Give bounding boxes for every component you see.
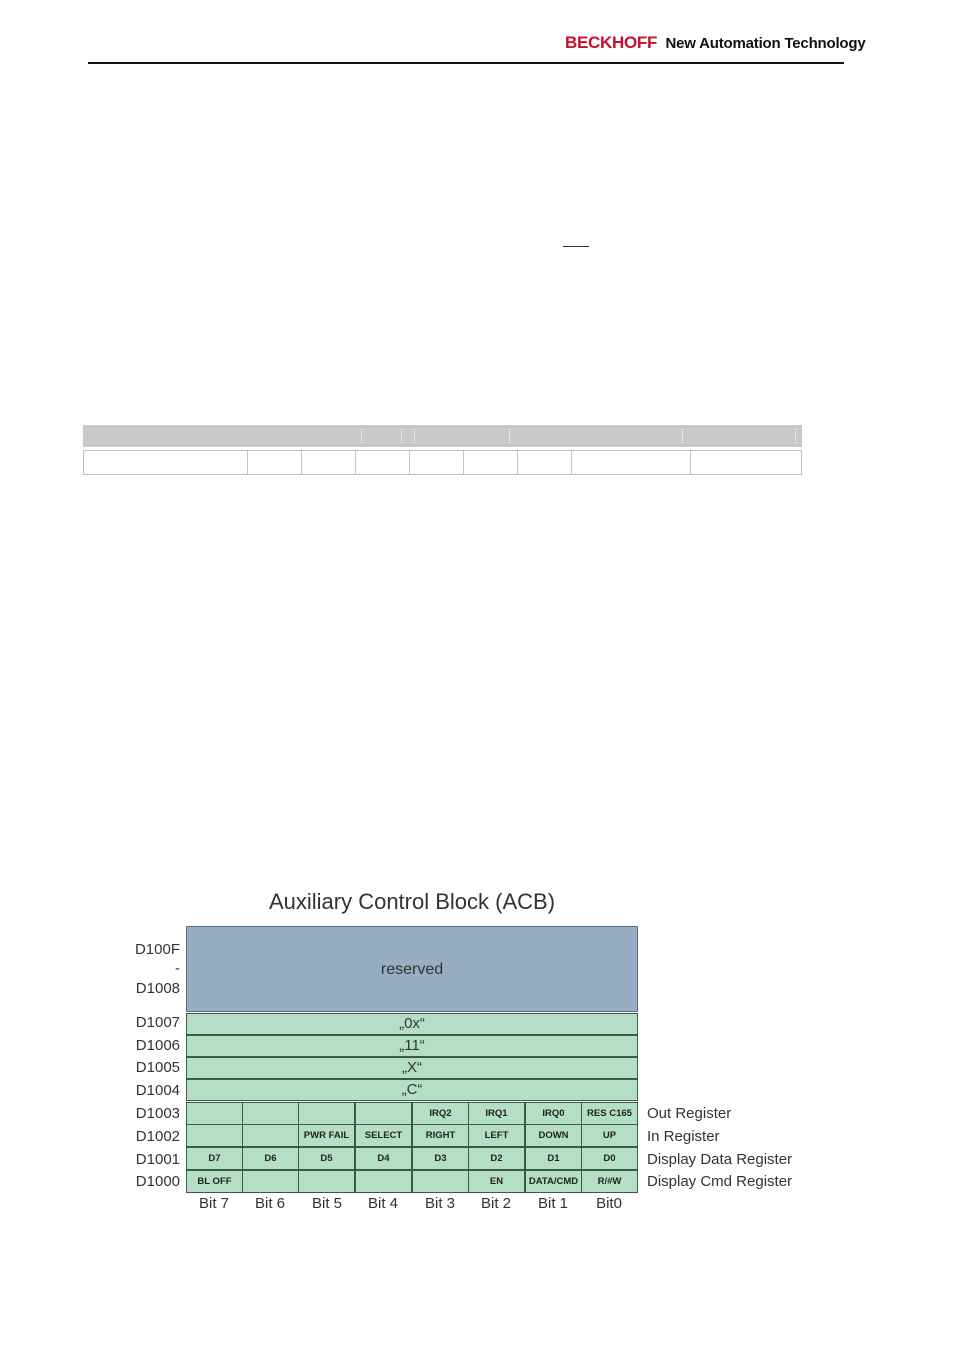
register-name: Out Register <box>647 1105 732 1122</box>
bit-label: Bit 2 <box>480 1195 511 1212</box>
bit-cell <box>412 1170 469 1193</box>
bit-label: Bit 7 <box>198 1195 229 1212</box>
bit-label: Bit 5 <box>311 1195 342 1212</box>
bit-cell <box>355 1102 412 1125</box>
bit-label: Bit 6 <box>254 1195 285 1212</box>
char-row: „X“ <box>186 1057 638 1079</box>
bit-cell: RES C165 <box>581 1102 638 1125</box>
bit-grid <box>186 1102 638 1192</box>
address-label: D1005 <box>135 1059 180 1076</box>
reserved-block <box>186 926 638 1012</box>
bit-cell: IRQ0 <box>525 1102 582 1125</box>
acb-title: Auxiliary Control Block (ACB) <box>268 889 556 914</box>
cell-separator <box>571 451 572 474</box>
register-table <box>83 425 802 475</box>
bit-cell: D3 <box>412 1147 469 1170</box>
bit-cell: D4 <box>355 1147 412 1170</box>
bit-cell: D0 <box>581 1147 638 1170</box>
cell-separator <box>355 451 356 474</box>
bit-cell <box>242 1102 299 1125</box>
bit-cell: PWR FAIL <box>298 1124 355 1147</box>
bit-cell: BL OFF <box>186 1170 243 1193</box>
header-divider <box>88 62 844 64</box>
address-label: D1008 <box>135 980 180 997</box>
address-label: D1004 <box>135 1082 180 1099</box>
address-label: - <box>175 960 180 977</box>
char-row: „0x“ <box>186 1013 638 1035</box>
address-label: D1001 <box>135 1151 180 1168</box>
bit-cell <box>242 1124 299 1147</box>
bit-cell: IRQ1 <box>468 1102 525 1125</box>
header-separator <box>509 429 510 443</box>
bit-cell: DATA/CMD <box>525 1170 582 1193</box>
bit-cell: D7 <box>186 1147 243 1170</box>
address-label: D1003 <box>135 1105 180 1122</box>
bit-cell <box>298 1170 355 1193</box>
bit-label: Bit 4 <box>367 1195 398 1212</box>
bit-cell <box>298 1102 355 1125</box>
address-label: D100F <box>134 941 180 958</box>
cell-separator <box>301 451 302 474</box>
char-row: „C“ <box>186 1079 638 1101</box>
bit-cell: D1 <box>525 1147 582 1170</box>
cell-separator <box>690 451 691 474</box>
brand-tagline: New Automation Technology <box>665 35 866 52</box>
bit-cell: IRQ2 <box>412 1102 469 1125</box>
header-separator <box>682 429 683 443</box>
bit-cell: DOWN <box>525 1124 582 1147</box>
bit-cell: D5 <box>298 1147 355 1170</box>
bit-label: Bit0 <box>596 1195 622 1212</box>
address-label: D1007 <box>135 1014 180 1031</box>
bit-cell: RIGHT <box>412 1124 469 1147</box>
bit-cell: D2 <box>468 1147 525 1170</box>
header-separator <box>361 429 362 443</box>
address-label: D1000 <box>135 1173 180 1190</box>
bit-label: Bit 1 <box>537 1195 568 1212</box>
register-table-header <box>83 425 802 447</box>
header-brand <box>565 33 866 54</box>
address-label: D1006 <box>135 1037 180 1054</box>
header-separator <box>401 429 402 443</box>
cell-separator <box>463 451 464 474</box>
brand-logo: BECKHOFF <box>565 33 658 52</box>
bit-cell <box>355 1170 412 1193</box>
header-separator <box>414 429 415 443</box>
bit-label: Bit 3 <box>424 1195 455 1212</box>
cell-separator <box>409 451 410 474</box>
bit-cell: EN <box>468 1170 525 1193</box>
cell-separator <box>517 451 518 474</box>
register-name: Display Data Register <box>647 1151 793 1168</box>
reserved-label: reserved <box>380 961 444 978</box>
cell-separator <box>247 451 248 474</box>
bit-cell: UP <box>581 1124 638 1147</box>
bit-cell: SELECT <box>355 1124 412 1147</box>
bit-cell <box>186 1102 243 1125</box>
bit-cell: R/#W <box>581 1170 638 1193</box>
register-name: Display Cmd Register <box>647 1173 793 1190</box>
bit-cell: D6 <box>242 1147 299 1170</box>
header-separator <box>795 429 796 443</box>
bit-cell: LEFT <box>468 1124 525 1147</box>
bit-cell <box>186 1124 243 1147</box>
register-name: In Register <box>647 1128 720 1145</box>
address-label: D1002 <box>135 1128 180 1145</box>
bit-cell <box>242 1170 299 1193</box>
text-underline-fragment <box>563 246 589 247</box>
char-row: „11“ <box>186 1035 638 1057</box>
register-table-row <box>83 450 802 475</box>
